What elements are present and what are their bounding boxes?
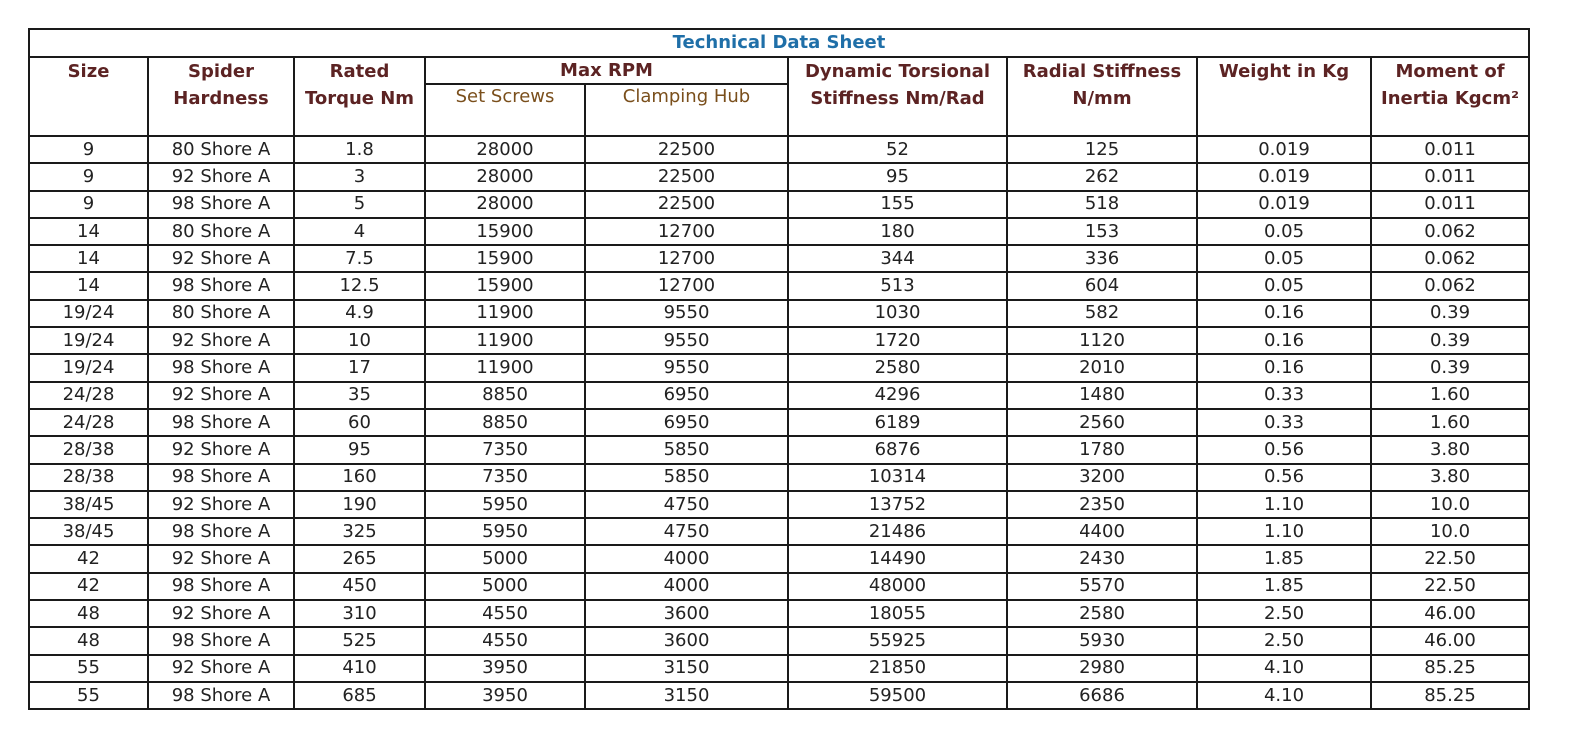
cell-spider-hardness: 98 Shore A — [148, 409, 294, 436]
cell-set-screws-rpm: 4550 — [425, 600, 585, 627]
cell-size: 14 — [29, 218, 148, 245]
cell-weight: 0.16 — [1197, 354, 1371, 381]
cell-dynamic-torsional-stiffness: 59500 — [788, 682, 1007, 709]
cell-weight: 2.50 — [1197, 627, 1371, 654]
cell-size: 24/28 — [29, 409, 148, 436]
cell-rated-torque: 3 — [294, 163, 425, 190]
cell-weight: 0.019 — [1197, 136, 1371, 163]
cell-set-screws-rpm: 11900 — [425, 354, 585, 381]
cell-rated-torque: 190 — [294, 491, 425, 518]
cell-dynamic-torsional-stiffness: 155 — [788, 191, 1007, 218]
table-row — [29, 191, 1529, 218]
cell-radial-stiffness: 2980 — [1007, 655, 1197, 682]
cell-dynamic-torsional-stiffness: 513 — [788, 272, 1007, 299]
cell-dynamic-torsional-stiffness: 6876 — [788, 436, 1007, 463]
cell-set-screws-rpm: 8850 — [425, 409, 585, 436]
cell-clamping-hub-rpm: 6950 — [585, 382, 788, 409]
cell-dynamic-torsional-stiffness: 1030 — [788, 300, 1007, 327]
cell-set-screws-rpm: 15900 — [425, 245, 585, 272]
cell-set-screws-rpm: 28000 — [425, 163, 585, 190]
cell-spider-hardness: 98 Shore A — [148, 627, 294, 654]
cell-spider-hardness: 92 Shore A — [148, 163, 294, 190]
cell-radial-stiffness: 4400 — [1007, 518, 1197, 545]
cell-size: 14 — [29, 245, 148, 272]
header-spider-hardness-line2: Hardness — [173, 88, 269, 109]
cell-set-screws-rpm: 5950 — [425, 491, 585, 518]
cell-dynamic-torsional-stiffness: 4296 — [788, 382, 1007, 409]
cell-size: 24/28 — [29, 382, 148, 409]
cell-rated-torque: 7.5 — [294, 245, 425, 272]
table-row — [29, 409, 1529, 436]
cell-size: 19/24 — [29, 300, 148, 327]
cell-weight: 4.10 — [1197, 682, 1371, 709]
cell-dynamic-torsional-stiffness: 180 — [788, 218, 1007, 245]
cell-set-screws-rpm: 28000 — [425, 191, 585, 218]
cell-spider-hardness: 92 Shore A — [148, 545, 294, 572]
cell-radial-stiffness: 125 — [1007, 136, 1197, 163]
sheet-title: Technical Data Sheet — [29, 29, 1529, 57]
cell-set-screws-rpm: 7350 — [425, 436, 585, 463]
cell-moment-of-inertia: 1.60 — [1371, 409, 1529, 436]
table-row — [29, 245, 1529, 272]
cell-weight: 0.019 — [1197, 163, 1371, 190]
cell-clamping-hub-rpm: 4750 — [585, 491, 788, 518]
cell-clamping-hub-rpm: 4000 — [585, 545, 788, 572]
cell-size: 55 — [29, 655, 148, 682]
cell-clamping-hub-rpm: 4000 — [585, 573, 788, 600]
header-rated-torque — [294, 57, 425, 136]
cell-set-screws-rpm: 7350 — [425, 464, 585, 491]
cell-weight: 0.33 — [1197, 409, 1371, 436]
cell-weight: 0.05 — [1197, 245, 1371, 272]
table-row — [29, 491, 1529, 518]
cell-rated-torque: 10 — [294, 327, 425, 354]
cell-size: 14 — [29, 272, 148, 299]
cell-moment-of-inertia: 10.0 — [1371, 518, 1529, 545]
cell-clamping-hub-rpm: 9550 — [585, 327, 788, 354]
table-row — [29, 300, 1529, 327]
cell-clamping-hub-rpm: 9550 — [585, 354, 788, 381]
cell-radial-stiffness: 262 — [1007, 163, 1197, 190]
cell-clamping-hub-rpm: 3150 — [585, 682, 788, 709]
cell-dynamic-torsional-stiffness: 2580 — [788, 354, 1007, 381]
cell-size: 28/38 — [29, 464, 148, 491]
cell-weight: 0.16 — [1197, 327, 1371, 354]
cell-dynamic-torsional-stiffness: 21850 — [788, 655, 1007, 682]
cell-rated-torque: 685 — [294, 682, 425, 709]
cell-rated-torque: 95 — [294, 436, 425, 463]
table-row — [29, 573, 1529, 600]
cell-weight: 0.33 — [1197, 382, 1371, 409]
cell-rated-torque: 4.9 — [294, 300, 425, 327]
cell-size: 48 — [29, 627, 148, 654]
cell-rated-torque: 12.5 — [294, 272, 425, 299]
cell-spider-hardness: 98 Shore A — [148, 191, 294, 218]
header-weight-label: Weight in Kg — [1218, 61, 1350, 82]
table-row — [29, 518, 1529, 545]
cell-dynamic-torsional-stiffness: 55925 — [788, 627, 1007, 654]
table-row — [29, 655, 1529, 682]
cell-size: 9 — [29, 136, 148, 163]
cell-clamping-hub-rpm: 22500 — [585, 191, 788, 218]
header-max-rpm: Max RPM — [425, 57, 788, 84]
table-row — [29, 218, 1529, 245]
header-spider-hardness — [148, 57, 294, 136]
cell-moment-of-inertia: 0.011 — [1371, 191, 1529, 218]
table-row — [29, 327, 1529, 354]
cell-rated-torque: 35 — [294, 382, 425, 409]
table-row — [29, 464, 1529, 491]
cell-radial-stiffness: 2430 — [1007, 545, 1197, 572]
cell-radial-stiffness: 3200 — [1007, 464, 1197, 491]
table-row — [29, 682, 1529, 709]
cell-moment-of-inertia: 0.39 — [1371, 354, 1529, 381]
cell-dynamic-torsional-stiffness: 14490 — [788, 545, 1007, 572]
cell-radial-stiffness: 604 — [1007, 272, 1197, 299]
table-body — [29, 136, 1529, 709]
cell-dynamic-torsional-stiffness: 18055 — [788, 600, 1007, 627]
cell-radial-stiffness: 6686 — [1007, 682, 1197, 709]
cell-radial-stiffness: 582 — [1007, 300, 1197, 327]
cell-weight: 1.10 — [1197, 491, 1371, 518]
cell-rated-torque: 310 — [294, 600, 425, 627]
cell-rated-torque: 1.8 — [294, 136, 425, 163]
header-set-screws: Set Screws — [425, 84, 585, 136]
header-size — [29, 57, 148, 136]
cell-set-screws-rpm: 5950 — [425, 518, 585, 545]
cell-spider-hardness: 92 Shore A — [148, 655, 294, 682]
cell-moment-of-inertia: 1.60 — [1371, 382, 1529, 409]
cell-rated-torque: 160 — [294, 464, 425, 491]
cell-clamping-hub-rpm: 12700 — [585, 245, 788, 272]
header-moment-of-inertia-line2: Inertia Kgcm² — [1381, 88, 1519, 109]
cell-size: 38/45 — [29, 518, 148, 545]
cell-dynamic-torsional-stiffness: 13752 — [788, 491, 1007, 518]
cell-set-screws-rpm: 11900 — [425, 327, 585, 354]
cell-dynamic-torsional-stiffness: 95 — [788, 163, 1007, 190]
cell-clamping-hub-rpm: 22500 — [585, 163, 788, 190]
cell-spider-hardness: 92 Shore A — [148, 382, 294, 409]
cell-weight: 0.019 — [1197, 191, 1371, 218]
header-spider-hardness-line1: Spider — [188, 61, 254, 82]
cell-clamping-hub-rpm: 4750 — [585, 518, 788, 545]
cell-moment-of-inertia: 0.39 — [1371, 327, 1529, 354]
cell-weight: 0.56 — [1197, 464, 1371, 491]
cell-rated-torque: 525 — [294, 627, 425, 654]
cell-moment-of-inertia: 0.062 — [1371, 272, 1529, 299]
header-rated-torque-line2: Torque Nm — [304, 88, 415, 109]
cell-clamping-hub-rpm: 6950 — [585, 409, 788, 436]
cell-radial-stiffness: 5930 — [1007, 627, 1197, 654]
cell-dynamic-torsional-stiffness: 6189 — [788, 409, 1007, 436]
cell-spider-hardness: 92 Shore A — [148, 245, 294, 272]
cell-clamping-hub-rpm: 5850 — [585, 464, 788, 491]
cell-size: 48 — [29, 600, 148, 627]
cell-size: 42 — [29, 545, 148, 572]
cell-moment-of-inertia: 3.80 — [1371, 464, 1529, 491]
cell-rated-torque: 265 — [294, 545, 425, 572]
cell-radial-stiffness: 2010 — [1007, 354, 1197, 381]
cell-clamping-hub-rpm: 12700 — [585, 272, 788, 299]
cell-radial-stiffness: 336 — [1007, 245, 1197, 272]
cell-clamping-hub-rpm: 3150 — [585, 655, 788, 682]
cell-weight: 0.56 — [1197, 436, 1371, 463]
cell-spider-hardness: 92 Shore A — [148, 491, 294, 518]
cell-dynamic-torsional-stiffness: 10314 — [788, 464, 1007, 491]
cell-set-screws-rpm: 15900 — [425, 272, 585, 299]
cell-moment-of-inertia: 0.062 — [1371, 218, 1529, 245]
table-row — [29, 382, 1529, 409]
cell-moment-of-inertia: 46.00 — [1371, 627, 1529, 654]
cell-moment-of-inertia: 0.062 — [1371, 245, 1529, 272]
cell-radial-stiffness: 1780 — [1007, 436, 1197, 463]
table-row — [29, 436, 1529, 463]
table-row — [29, 354, 1529, 381]
cell-set-screws-rpm: 8850 — [425, 382, 585, 409]
header-radial-stiffness-line1: Radial Stiffness — [1022, 61, 1182, 82]
cell-weight: 1.10 — [1197, 518, 1371, 545]
cell-weight: 1.85 — [1197, 545, 1371, 572]
cell-clamping-hub-rpm: 5850 — [585, 436, 788, 463]
table-row — [29, 600, 1529, 627]
cell-size: 19/24 — [29, 327, 148, 354]
cell-spider-hardness: 92 Shore A — [148, 436, 294, 463]
cell-radial-stiffness: 2560 — [1007, 409, 1197, 436]
cell-moment-of-inertia: 85.25 — [1371, 682, 1529, 709]
cell-moment-of-inertia: 22.50 — [1371, 573, 1529, 600]
header-rated-torque-line1: Rated — [329, 61, 390, 82]
cell-weight: 2.50 — [1197, 600, 1371, 627]
cell-weight: 0.16 — [1197, 300, 1371, 327]
table-row — [29, 136, 1529, 163]
cell-spider-hardness: 98 Shore A — [148, 518, 294, 545]
cell-set-screws-rpm: 5000 — [425, 545, 585, 572]
cell-rated-torque: 5 — [294, 191, 425, 218]
cell-clamping-hub-rpm: 3600 — [585, 600, 788, 627]
cell-set-screws-rpm: 3950 — [425, 682, 585, 709]
cell-dynamic-torsional-stiffness: 48000 — [788, 573, 1007, 600]
cell-radial-stiffness: 153 — [1007, 218, 1197, 245]
cell-weight: 0.05 — [1197, 218, 1371, 245]
cell-moment-of-inertia: 0.39 — [1371, 300, 1529, 327]
cell-radial-stiffness: 1120 — [1007, 327, 1197, 354]
cell-weight: 4.10 — [1197, 655, 1371, 682]
cell-clamping-hub-rpm: 22500 — [585, 136, 788, 163]
cell-dynamic-torsional-stiffness: 1720 — [788, 327, 1007, 354]
header-radial-stiffness — [1007, 57, 1197, 136]
cell-spider-hardness: 98 Shore A — [148, 464, 294, 491]
cell-moment-of-inertia: 85.25 — [1371, 655, 1529, 682]
cell-moment-of-inertia: 3.80 — [1371, 436, 1529, 463]
cell-weight: 0.05 — [1197, 272, 1371, 299]
cell-moment-of-inertia: 0.011 — [1371, 136, 1529, 163]
cell-rated-torque: 325 — [294, 518, 425, 545]
table-row — [29, 163, 1529, 190]
table-row — [29, 627, 1529, 654]
cell-radial-stiffness: 2580 — [1007, 600, 1197, 627]
cell-radial-stiffness: 1480 — [1007, 382, 1197, 409]
cell-set-screws-rpm: 28000 — [425, 136, 585, 163]
cell-spider-hardness: 92 Shore A — [148, 327, 294, 354]
header-dynamic-torsional-stiffness — [788, 57, 1007, 136]
cell-size: 9 — [29, 163, 148, 190]
cell-radial-stiffness: 518 — [1007, 191, 1197, 218]
cell-size: 9 — [29, 191, 148, 218]
cell-clamping-hub-rpm: 9550 — [585, 300, 788, 327]
cell-size: 55 — [29, 682, 148, 709]
header-dynamic-torsional-line2: Stiffness Nm/Rad — [810, 88, 985, 109]
cell-clamping-hub-rpm: 3600 — [585, 627, 788, 654]
header-dynamic-torsional-line1: Dynamic Torsional — [804, 61, 990, 82]
cell-moment-of-inertia: 0.011 — [1371, 163, 1529, 190]
cell-moment-of-inertia: 10.0 — [1371, 491, 1529, 518]
cell-rated-torque: 4 — [294, 218, 425, 245]
cell-radial-stiffness: 5570 — [1007, 573, 1197, 600]
cell-dynamic-torsional-stiffness: 344 — [788, 245, 1007, 272]
cell-clamping-hub-rpm: 12700 — [585, 218, 788, 245]
cell-size: 19/24 — [29, 354, 148, 381]
cell-set-screws-rpm: 5000 — [425, 573, 585, 600]
cell-spider-hardness: 98 Shore A — [148, 682, 294, 709]
cell-moment-of-inertia: 22.50 — [1371, 545, 1529, 572]
cell-size: 38/45 — [29, 491, 148, 518]
cell-rated-torque: 450 — [294, 573, 425, 600]
cell-weight: 1.85 — [1197, 573, 1371, 600]
header-moment-of-inertia-line1: Moment of — [1395, 61, 1505, 82]
table-row — [29, 272, 1529, 299]
cell-rated-torque: 410 — [294, 655, 425, 682]
cell-moment-of-inertia: 46.00 — [1371, 600, 1529, 627]
cell-dynamic-torsional-stiffness: 52 — [788, 136, 1007, 163]
cell-spider-hardness: 98 Shore A — [148, 573, 294, 600]
cell-spider-hardness: 98 Shore A — [148, 272, 294, 299]
table-row — [29, 545, 1529, 572]
cell-set-screws-rpm: 11900 — [425, 300, 585, 327]
header-size-label: Size — [67, 61, 110, 82]
cell-set-screws-rpm: 4550 — [425, 627, 585, 654]
cell-spider-hardness: 80 Shore A — [148, 136, 294, 163]
cell-set-screws-rpm: 3950 — [425, 655, 585, 682]
cell-size: 28/38 — [29, 436, 148, 463]
header-weight — [1197, 57, 1371, 136]
cell-size: 42 — [29, 573, 148, 600]
cell-radial-stiffness: 2350 — [1007, 491, 1197, 518]
cell-rated-torque: 60 — [294, 409, 425, 436]
header-clamping-hub: Clamping Hub — [585, 84, 788, 136]
cell-spider-hardness: 80 Shore A — [148, 300, 294, 327]
cell-spider-hardness: 92 Shore A — [148, 600, 294, 627]
cell-spider-hardness: 80 Shore A — [148, 218, 294, 245]
cell-rated-torque: 17 — [294, 354, 425, 381]
header-moment-of-inertia — [1371, 57, 1529, 136]
header-radial-stiffness-line2: N/mm — [1072, 88, 1132, 109]
cell-set-screws-rpm: 15900 — [425, 218, 585, 245]
cell-spider-hardness: 98 Shore A — [148, 354, 294, 381]
technical-data-table — [28, 28, 1530, 710]
cell-dynamic-torsional-stiffness: 21486 — [788, 518, 1007, 545]
